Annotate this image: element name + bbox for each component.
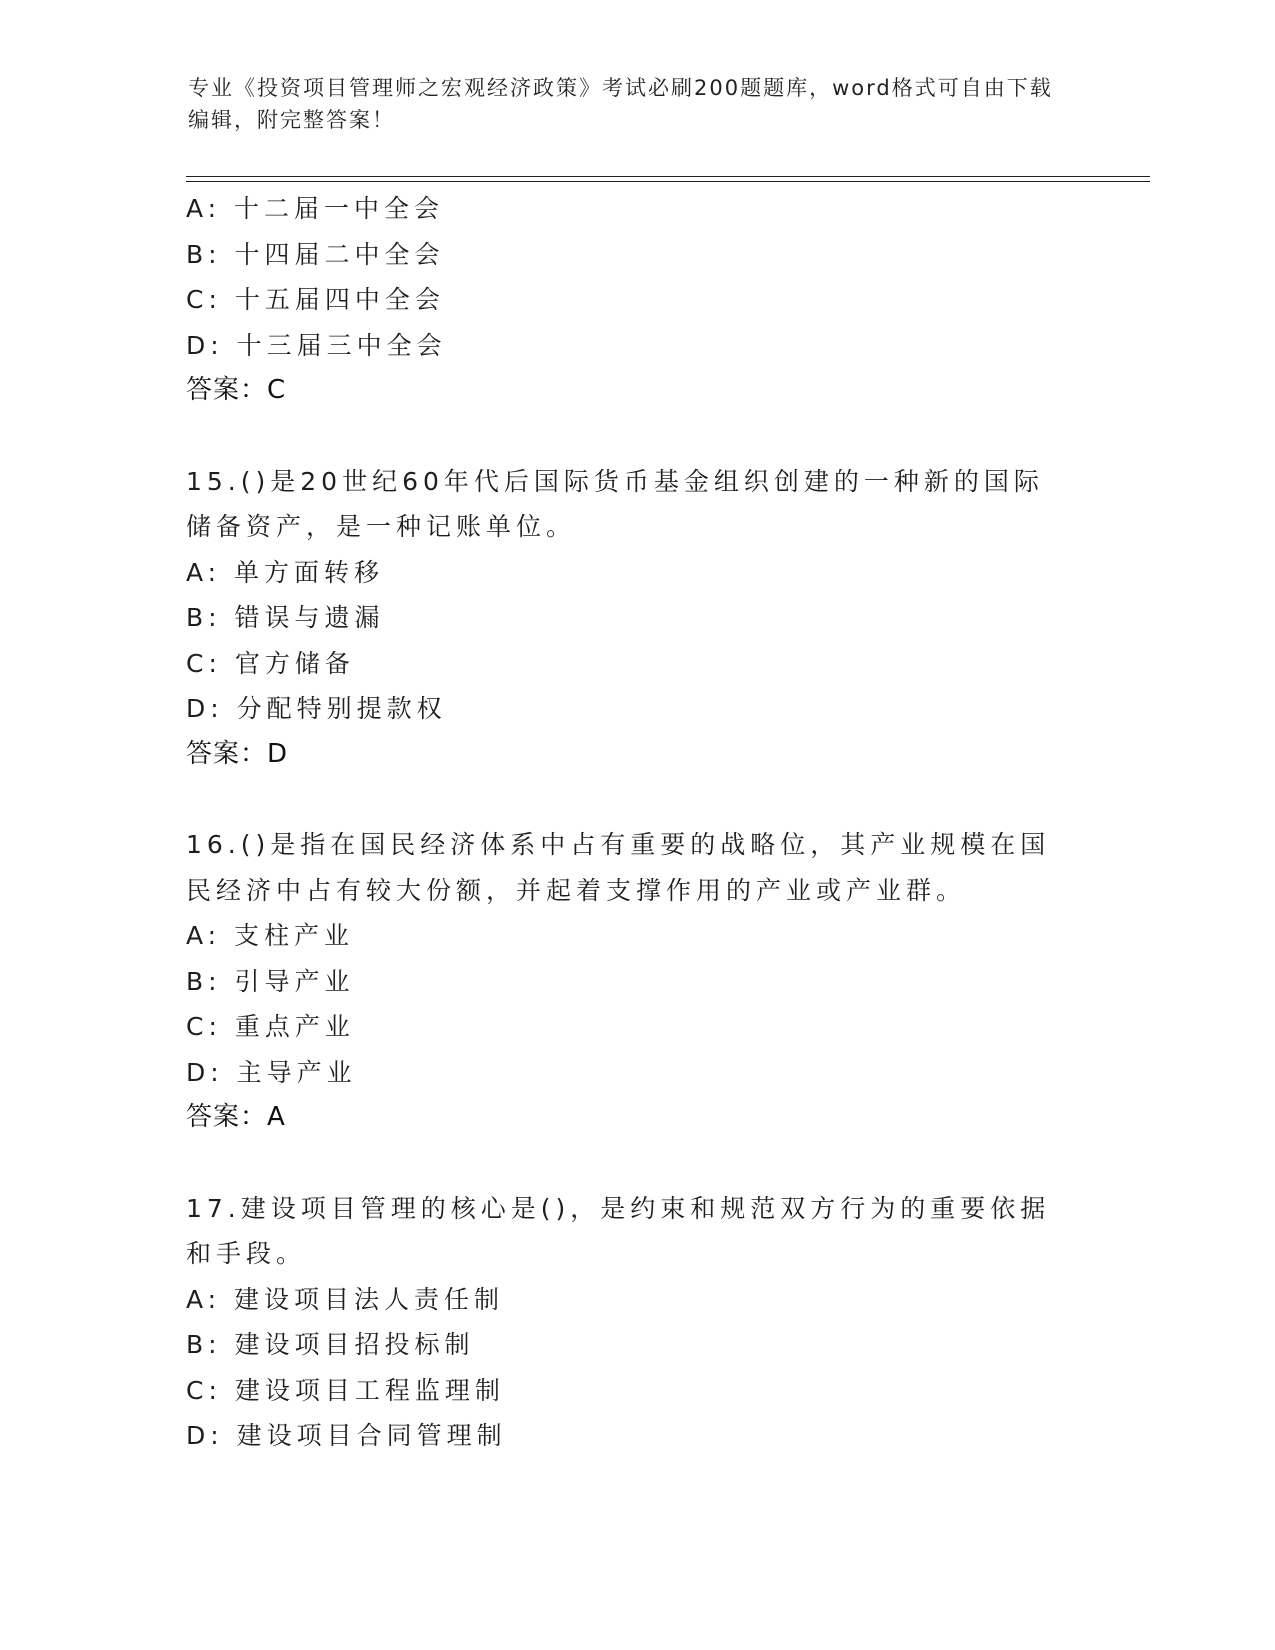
option-c: C: 重点产业 — [186, 1012, 355, 1041]
answer-line: 答案：C — [186, 375, 287, 405]
header-divider-top — [186, 176, 1150, 177]
question-spacer — [186, 1141, 1086, 1186]
question-stem: 15.()是20世纪60年代后国际货币基金组织创建的一种新的国际储备资产，是一种记账单位。 — [186, 466, 1044, 541]
question-16 — [186, 822, 1086, 1141]
question-14 — [186, 186, 1086, 414]
header-divider-bottom — [186, 181, 1150, 182]
question-list — [186, 186, 1086, 1459]
option-b: B: 错误与遗漏 — [186, 603, 385, 632]
option-d: D: 分配特别提款权 — [186, 694, 447, 723]
document-header: 专业《投资项目管理师之宏观经济政策》考试必刷200题题库，word格式可自由下载编辑，附完整答案！ — [188, 76, 1053, 132]
option-b: B: 十四届二中全会 — [186, 239, 445, 269]
question-spacer — [186, 414, 1086, 459]
option-c: C: 官方储备 — [186, 648, 355, 678]
answer-line: 答案：D — [186, 738, 289, 769]
option-a: A: 十二届一中全会 — [186, 194, 445, 223]
question-15 — [186, 459, 1086, 778]
option-a: A: 支柱产业 — [186, 921, 355, 950]
option-d: D: 主导产业 — [186, 1057, 357, 1087]
option-d: D: 建设项目合同管理制 — [186, 1421, 507, 1450]
question-stem: 16.()是指在国民经济体系中占有重要的战略位，其产业规模在国民经济中占有较大份额，并起着支撑作用的产业或产业群。 — [186, 830, 1051, 905]
option-a: A: 单方面转移 — [186, 557, 385, 587]
option-d: D: 十三届三中全会 — [186, 330, 447, 360]
answer-line: 答案：A — [186, 1102, 286, 1132]
question-spacer — [186, 777, 1086, 822]
option-b: B: 建设项目招投标制 — [186, 1330, 475, 1359]
option-a: A: 建设项目法人责任制 — [186, 1284, 505, 1314]
question-17 — [186, 1186, 1086, 1459]
option-b: B: 引导产业 — [186, 966, 355, 996]
option-c: C: 十五届四中全会 — [186, 285, 445, 314]
option-c: C: 建设项目工程监理制 — [186, 1375, 505, 1405]
question-stem: 17.建设项目管理的核心是()，是约束和规范双方行为的重要依据和手段。 — [186, 1193, 1051, 1268]
